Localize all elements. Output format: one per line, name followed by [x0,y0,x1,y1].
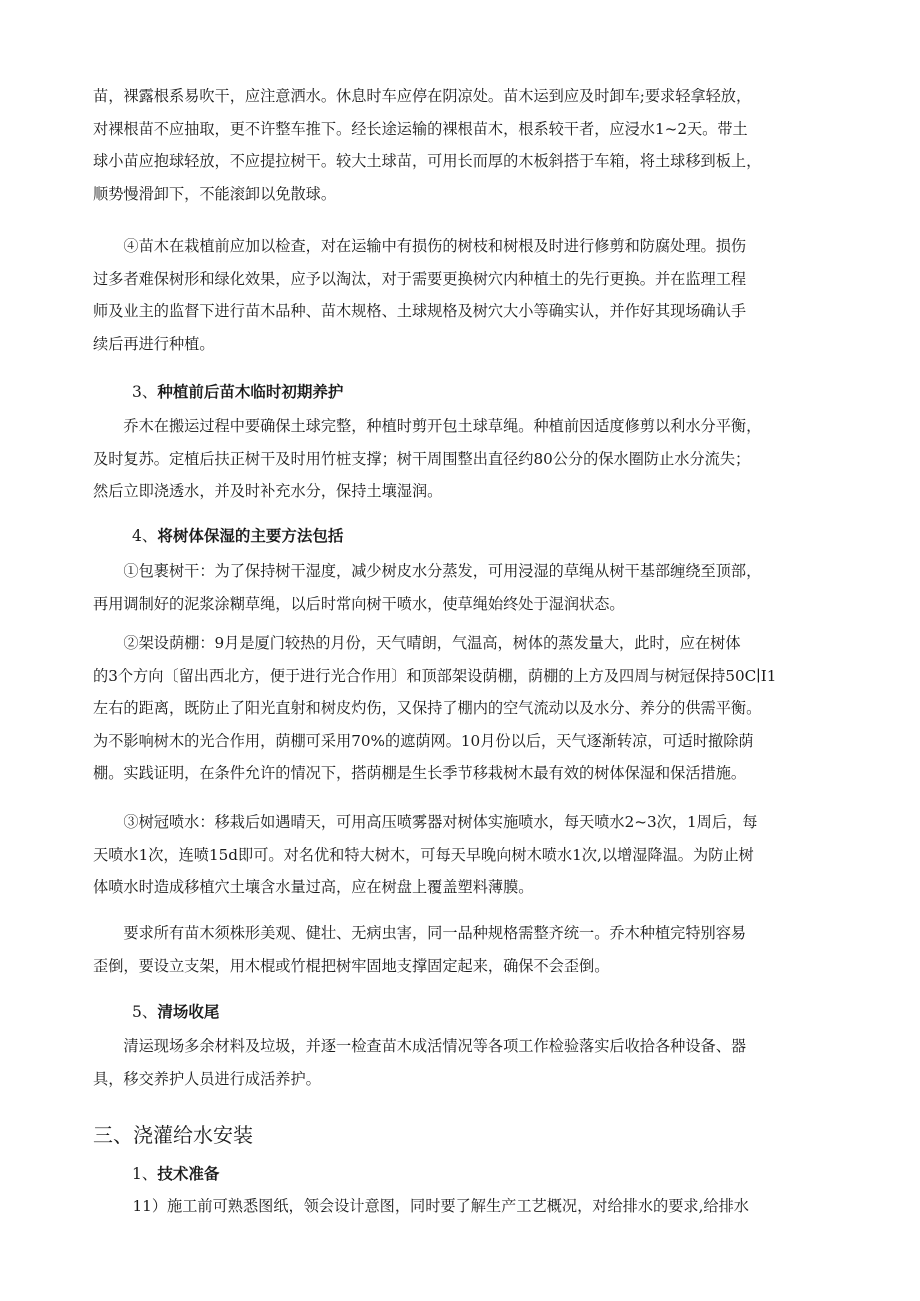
heading-text: 将树体保湿的主要方法包括 [157,526,344,545]
text-line: ④苗木在栽植前应加以检查，对在运输中有损伤的树枝和树根及时进行修剪和防腐处理。损伤 [123,237,747,255]
paragraph-wrap-trunk [93,555,831,620]
text-line: 再用调制好的泥浆涂糊草绳，以后时常向树干喷水，使草绳始终处于湿润状态。 [93,594,625,613]
heading-number: 1、 [132,1165,158,1183]
section-title-irrigation: 三、浇灌给水安装 [93,1123,253,1147]
text-line: 然后立即浇透水，并及时补充水分，保持土壤湿润。 [93,482,443,500]
text-line: 乔木在搬运过程中要确保土球完整，种植时剪开包土球草绳。种植前因适度修剪以利水分平衡， [123,417,762,435]
heading-text: 种植前后苗木临时初期养护 [157,382,344,401]
text-line: 歪倒，要设立支架，用木棍或竹棍把树牢固地支撑固定起来，确保不会歪倒。 [93,956,610,975]
text-line: 续后再进行种植。 [93,334,215,353]
heading-text: 技术准备 [157,1164,220,1183]
text-line: 顺势慢滑卸下，不能滚卸以免散球。 [93,184,336,203]
text-line: 苗，裸露根系易吹干，应注意洒水。休息时车应停在阴凉处。苗木运到应及时卸车;要求轻拿轻放， [93,87,752,105]
paragraph-cleanup [93,1030,831,1095]
text-line: 的3个方向〔留出西北方，便于进行光合作用〕和顶部架设荫棚，荫棚的上方及四周与树冠保持50C∣I1 [93,666,777,685]
text-line: 清运现场多余材料及垃圾，并逐一检查苗木成活情况等各项工作检验落实后收拾各种设备、器 [123,1037,747,1055]
paragraph-seedling-inspection [93,230,831,360]
text-line: ③树冠喷水：移栽后如遇晴天，可用高压喷雾器对树体实施喷水，每天喷水2~3次，1周后，每 [123,813,758,831]
paragraph-tree-handling [93,410,831,508]
text-line: 棚。实践证明，在条件允许的情况下，搭荫棚是生长季节移栽树木最有效的树体保湿和保活措施。 [93,764,747,782]
text-line: 对裸根苗不应抽取，更不许整车推下。经长途运输的裸根苗木，根系较干者，应浸水1~2天。带土 [93,119,748,138]
heading-5-site-cleanup [132,996,219,1028]
text-line: 体喷水时造成移植穴土壤含水量过高，应在树盘上覆盖塑料薄膜。 [93,878,534,896]
heading-number: 3、 [132,383,158,401]
text-line: 11）施工前可熟悉图纸，领会设计意图，同时要了解生产工艺概况，对给排水的要求,给排水 [132,1197,749,1215]
text-line: ②架设荫棚：9月是厦门较热的月份，天气晴朗，气温高，树体的蒸发量大，此时，应在树体 [123,634,741,652]
text-line: 为不影响树木的光合作用，荫棚可采用70%的遮荫网。10月份以后，天气逐渐转凉，可适时撤除荫 [93,731,754,750]
paragraph-shade-shed [93,627,831,790]
heading-number: 4、 [132,527,158,545]
text-line: 具，移交养护人员进行成活养护。 [93,1069,321,1088]
heading-4-moisture-methods [132,520,343,552]
text-line: 及时复苏。定植后扶正树干及时用竹桩支撑；树干周围整出直径约80公分的保水圈防止水分流失； [93,449,751,468]
paragraph-crown-spray [93,806,831,904]
text-line: ①包裹树干：为了保持树干湿度，减少树皮水分蒸发，可用浸湿的草绳从树干基部缠绕至顶部， [123,562,762,580]
heading-1-technical-prep [132,1158,219,1190]
heading-number: 5、 [132,1003,158,1021]
paragraph-seedling-requirements [93,917,831,982]
text-line: 师及业主的监督下进行苗木品种、苗木规格、土球规格及树穴大小等确实认，并作好其现场确认手 [93,302,747,320]
paragraph-seedling-transport [93,80,831,210]
heading-text: 清场收尾 [157,1002,220,1021]
text-line: 要求所有苗木须株形美观、健壮、无病虫害，同一品种规格需整齐统一。乔木种植完特别容易 [123,924,747,942]
text-line: 球小苗应抱球轻放，不应提拉树干。较大土球苗，可用长而厚的木板斜搭于车箱，将土球移到板上， [93,152,762,170]
text-line: 左右的距离，既防止了阳光直射和树皮灼伤，又保持了棚内的空气流动以及水分、养分的供需平衡。 [93,699,762,717]
paragraph-drawings-review [93,1190,831,1223]
text-line: 天喷水1次，连喷15d即可。对名优和特大树木，可每天早晚向树木喷水1次,以增湿降温。为防止树 [93,845,754,864]
text-line: 过多者难保树形和绿化效果，应予以淘汰，对于需要更换树穴内种植土的先行更换。并在监理工程 [93,269,747,288]
heading-3-temporary-care [132,376,343,408]
